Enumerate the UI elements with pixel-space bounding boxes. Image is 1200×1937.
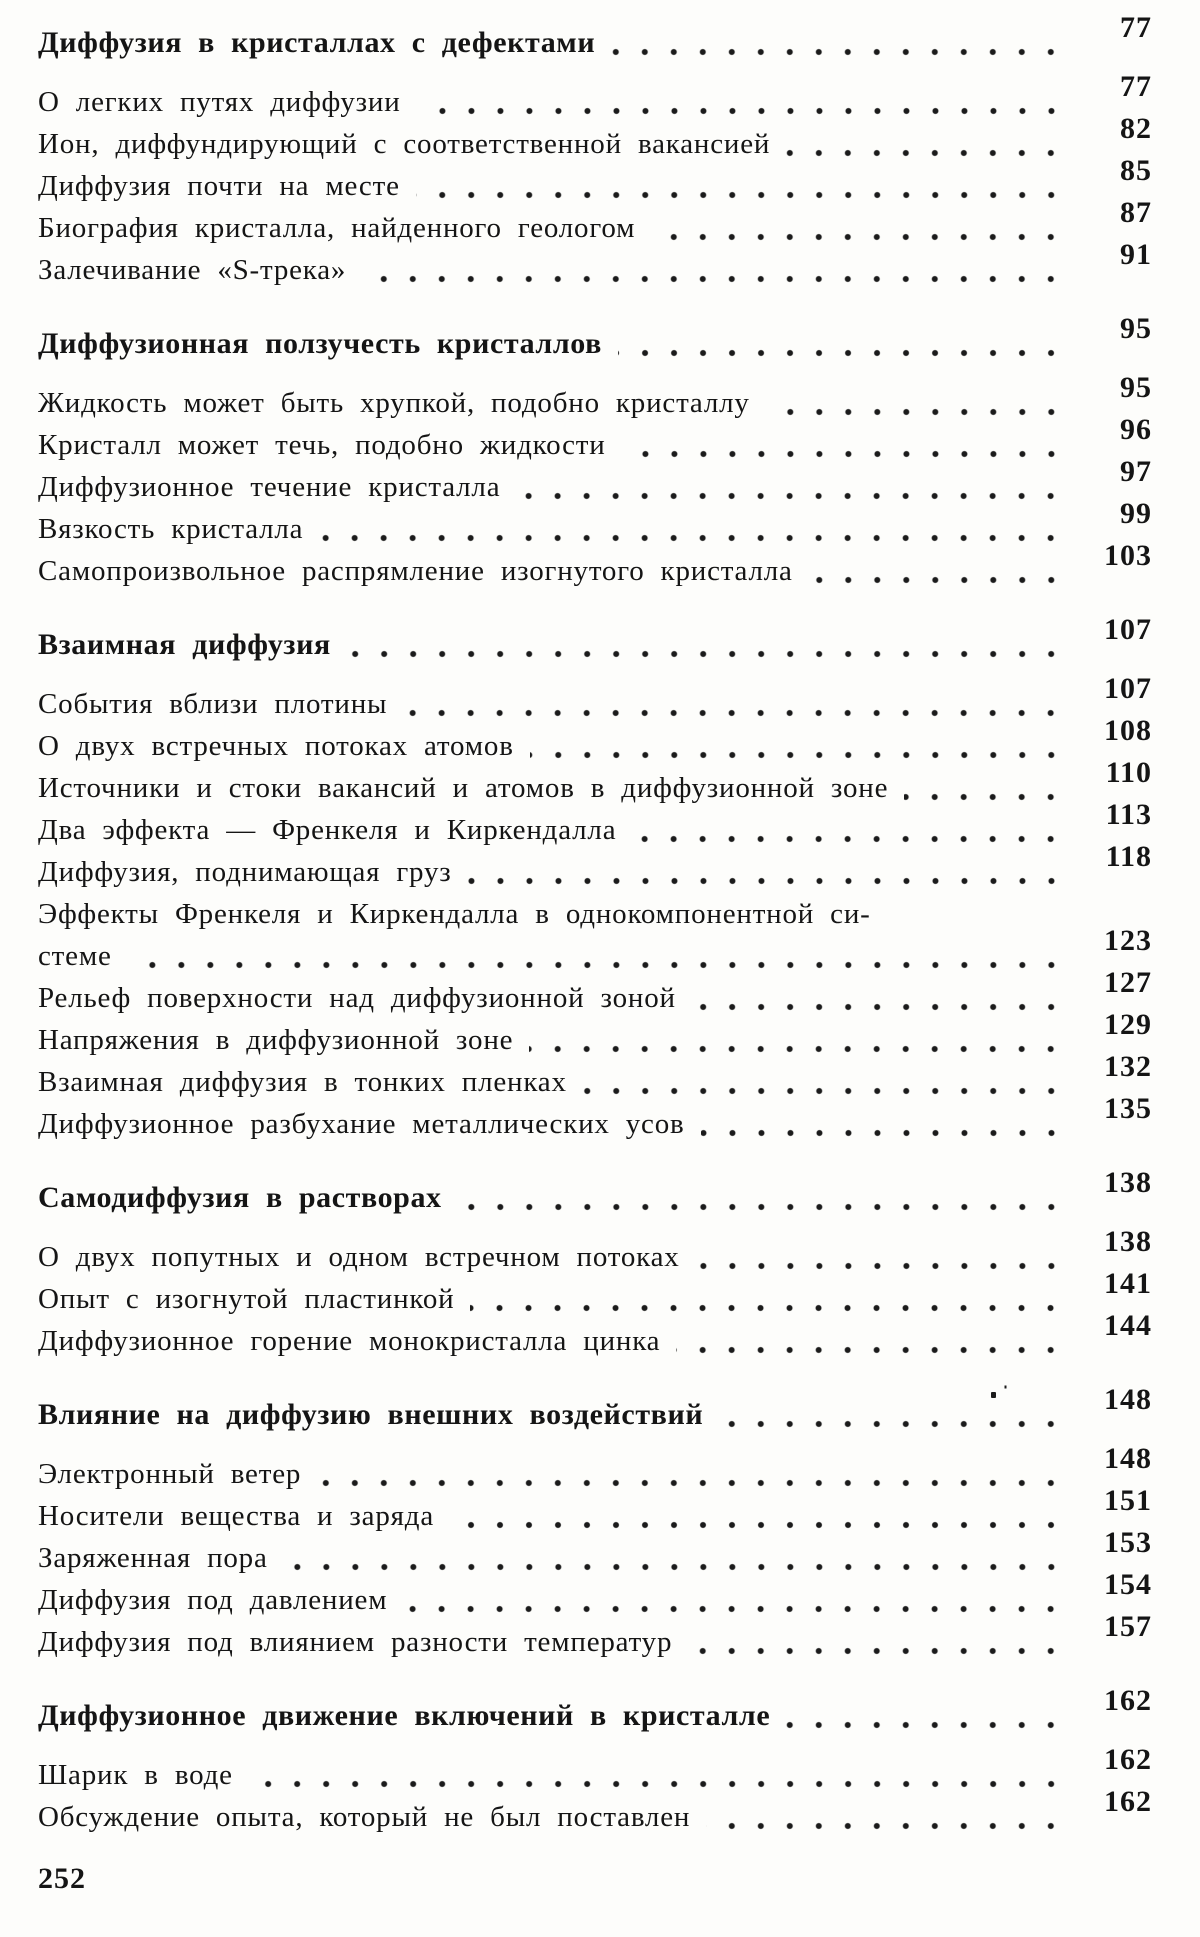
entry-page-number: 77 [1120, 70, 1152, 103]
entry-page-number: 97 [1120, 455, 1152, 488]
dot-leader [319, 533, 1076, 543]
entry-title: Диффузия под влиянием разности температур [38, 1626, 673, 1658]
entry-page-number: 151 [1104, 1484, 1152, 1517]
entry-title: Биография кристалла, найденного геологом [38, 212, 636, 244]
dot-leader [468, 876, 1076, 886]
toc-entry [38, 1526, 1152, 1579]
toc-entry [38, 70, 1152, 123]
section-page-number: 148 [1104, 1383, 1152, 1416]
entry-page-number: 91 [1120, 238, 1152, 271]
entry-page-number: 118 [1105, 840, 1152, 873]
toc-section-heading [38, 312, 1152, 365]
entry-title: Диффузия почти на месте [38, 170, 400, 202]
toc-entry [38, 1092, 1152, 1145]
entry-page-number: 85 [1120, 154, 1152, 187]
toc-entry [38, 798, 1152, 851]
entry-title: Ион, диффундирующий с соответственной вакансией [38, 128, 771, 160]
dot-leader [417, 106, 1076, 116]
entry-title: О двух встречных потоках атомов [38, 730, 514, 762]
entry-page-number: 123 [1104, 924, 1152, 957]
entry-page-number: 87 [1120, 196, 1152, 229]
toc-entry [38, 840, 1152, 893]
entry-title: Диффузионное горение монокристалла цинка [38, 1325, 661, 1357]
dot-leader [470, 1303, 1076, 1313]
dot-leader [632, 834, 1076, 844]
toc-section [38, 613, 1152, 1145]
entry-title: Эффекты Френкеля и Киркендалла в однокомпонентной си- [38, 898, 871, 930]
toc-entry [38, 966, 1152, 1019]
entry-page-number: 108 [1104, 714, 1152, 747]
entry-title: О двух попутных и одном встречном потоках [38, 1241, 680, 1273]
entry-page-number: 162 [1104, 1785, 1152, 1818]
section-title: Взаимная диффузия [38, 628, 331, 661]
entry-page-number: 103 [1104, 539, 1152, 572]
toc-entry [38, 1743, 1152, 1796]
dot-leader [284, 1562, 1076, 1572]
dot-leader [688, 1646, 1076, 1656]
section-title: Влияние на диффузию внешних воздействий [38, 1398, 704, 1431]
toc-entry [38, 924, 1152, 977]
entry-title: О легких путях диффузии [38, 86, 401, 118]
toc-entry [38, 1568, 1152, 1621]
toc-entry [38, 893, 1152, 935]
dot-leader [766, 407, 1076, 417]
dot-leader [706, 1821, 1076, 1831]
dot-leader [249, 1779, 1076, 1789]
entry-page-number: 162 [1104, 1743, 1152, 1776]
entry-page-number: 96 [1120, 413, 1152, 446]
entry-title: Источники и стоки вакансий и атомов в диффузионной зоне [38, 772, 889, 804]
toc-entry [38, 1008, 1152, 1061]
dot-leader [676, 1345, 1076, 1355]
dot-leader [416, 190, 1076, 200]
toc-entry [38, 714, 1152, 767]
entry-title: Электронный ветер [38, 1458, 302, 1490]
entry-title: Самопроизвольное распрямление изогнутого кристалла [38, 555, 793, 587]
section-title: Диффузия в кристаллах с дефектами [38, 26, 596, 59]
toc-entry [38, 497, 1152, 550]
entry-title: Кристалл может течь, подобно жидкости [38, 429, 606, 461]
entry-page-number: 154 [1104, 1568, 1152, 1601]
toc-section [38, 1166, 1152, 1362]
toc-section-heading [38, 1684, 1152, 1737]
entry-title: Шарик в воде [38, 1759, 233, 1791]
toc-entry [38, 539, 1152, 592]
toc-entry [38, 238, 1152, 291]
scan-speck-artifact [991, 1392, 996, 1398]
entry-page-number: 141 [1104, 1267, 1152, 1300]
dot-leader [692, 1002, 1076, 1012]
dot-leader [786, 148, 1076, 158]
entry-page-number: 157 [1104, 1610, 1152, 1643]
toc-section [38, 1684, 1152, 1838]
table-of-contents [38, 11, 1152, 1838]
dot-leader [622, 449, 1076, 459]
dot-leader [719, 1419, 1076, 1429]
toc-entry [38, 455, 1152, 508]
toc-entry [38, 196, 1152, 249]
entry-title: Диффузия под давлением [38, 1584, 388, 1616]
entry-title: Диффузионное разбухание металлических усов [38, 1108, 685, 1140]
section-title: Диффузионная ползучесть кристаллов [38, 327, 602, 360]
dot-leader [403, 1604, 1076, 1614]
toc-section-heading [38, 1383, 1152, 1436]
toc-entry [38, 1484, 1152, 1537]
toc-entry [38, 1442, 1152, 1495]
entry-title: Опыт с изогнутой пластинкой [38, 1283, 455, 1315]
entry-page-number: 153 [1104, 1526, 1152, 1559]
dot-leader [904, 792, 1076, 802]
toc-section [38, 11, 1152, 291]
dot-leader [618, 348, 1076, 358]
dot-leader [786, 1720, 1076, 1730]
toc-section-heading [38, 1166, 1152, 1219]
dot-leader [362, 274, 1076, 284]
entry-page-number: 132 [1104, 1050, 1152, 1083]
dot-leader [701, 1128, 1076, 1138]
toc-entry [38, 413, 1152, 466]
section-page-number: 77 [1120, 11, 1152, 44]
dot-leader [347, 649, 1076, 659]
toc-entry [38, 371, 1152, 424]
entry-title: Жидкость может быть хрупкой, подобно кристаллу [38, 387, 750, 419]
dot-leader [696, 1261, 1076, 1271]
folio-page-number: 252 [38, 1862, 86, 1895]
dot-leader [458, 1202, 1076, 1212]
entry-page-number: 129 [1104, 1008, 1152, 1041]
dot-leader [450, 1520, 1076, 1530]
dot-leader [809, 575, 1076, 585]
entry-page-number: 82 [1120, 112, 1152, 145]
toc-entry [38, 112, 1152, 165]
section-page-number: 107 [1104, 613, 1152, 646]
entry-title: Вязкость кристалла [38, 513, 304, 545]
toc-section [38, 312, 1152, 592]
toc-entry [38, 1050, 1152, 1103]
dot-leader [529, 1044, 1076, 1054]
toc-entry [38, 672, 1152, 725]
dot-leader [611, 47, 1076, 57]
section-title: Самодиффузия в растворах [38, 1181, 442, 1214]
entry-title: Взаимная диффузия в тонких пленках [38, 1066, 567, 1098]
toc-entry [38, 1785, 1152, 1838]
toc-entry [38, 154, 1152, 207]
entry-title: Заряженная пора [38, 1542, 268, 1574]
toc-entry [38, 756, 1152, 809]
dot-leader [530, 750, 1076, 760]
entry-title: стеме [38, 940, 112, 972]
entry-title: События вблизи плотины [38, 688, 388, 720]
entry-page-number: 138 [1104, 1225, 1152, 1258]
section-title: Диффузионное движение включений в кристалле [38, 1699, 771, 1732]
dot-leader [317, 1478, 1076, 1488]
entry-title: Обсуждение опыта, который не был поставлен [38, 1801, 691, 1833]
section-page-number: 138 [1104, 1166, 1152, 1199]
entry-page-number: 113 [1105, 798, 1152, 831]
entry-title: Рельеф поверхности над диффузионной зоной [38, 982, 676, 1014]
entry-page-number: 148 [1104, 1442, 1152, 1475]
entry-page-number: 144 [1104, 1309, 1152, 1342]
entry-page-number: 107 [1104, 672, 1152, 705]
dot-leader [583, 1086, 1076, 1096]
dot-leader [516, 491, 1076, 501]
dot-leader [651, 232, 1076, 242]
toc-entry [38, 1267, 1152, 1320]
entry-page-number: 135 [1104, 1092, 1152, 1125]
dot-leader [128, 960, 1076, 970]
toc-entry [38, 1309, 1152, 1362]
toc-section-heading [38, 613, 1152, 666]
toc-entry [38, 1225, 1152, 1278]
entry-title: Два эффекта — Френкеля и Киркендалла [38, 814, 617, 846]
section-page-number: 95 [1120, 312, 1152, 345]
entry-title: Напряжения в диффузионной зоне [38, 1024, 514, 1056]
section-page-number: 162 [1104, 1684, 1152, 1717]
entry-title: Диффузия, поднимающая груз [38, 856, 452, 888]
toc-entry [38, 1610, 1152, 1663]
entry-title: Залечивание «S-трека» [38, 254, 347, 286]
entry-page-number: 127 [1104, 966, 1152, 999]
entry-page-number: 99 [1120, 497, 1152, 530]
entry-title: Диффузионное течение кристалла [38, 471, 501, 503]
entry-page-number: 110 [1105, 756, 1152, 789]
dot-leader [403, 708, 1076, 718]
entry-title: Носители вещества и заряда [38, 1500, 434, 1532]
toc-section-heading [38, 11, 1152, 64]
entry-page-number: 95 [1120, 371, 1152, 404]
toc-section [38, 1383, 1152, 1663]
